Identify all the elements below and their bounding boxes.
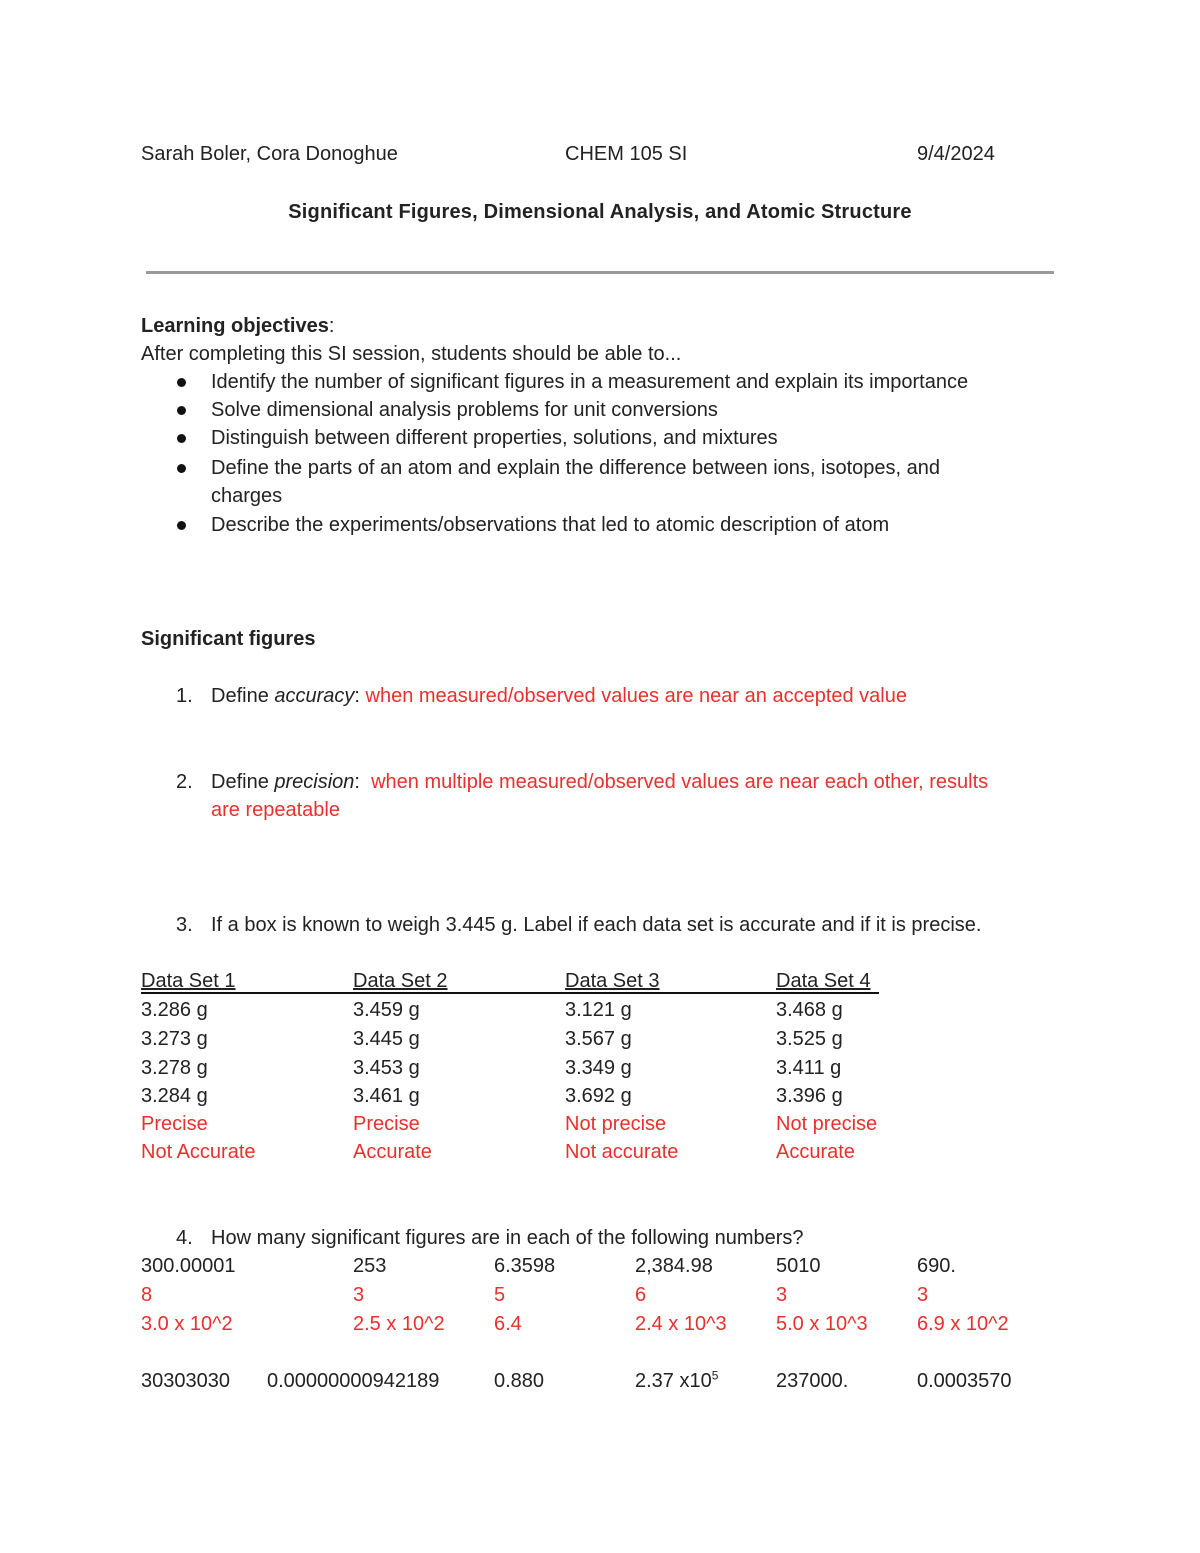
number-item [635,1369,718,1393]
question-term: precision [274,771,355,793]
data-value: 3.284 g [141,1085,208,1107]
objectives-heading: Learning objectives [141,315,329,337]
data-value: 3.459 g [353,999,420,1021]
precision-label: Precise [353,1113,420,1135]
number-item: 0.880 [494,1370,545,1392]
rounded-value: 3.0 x 10^2 [141,1313,233,1335]
question-3: If a box is known to weigh 3.445 g. Label if each data set is accurate and if it is precise. [211,914,982,936]
data-value: 3.278 g [141,1057,208,1079]
objective-item-continued: charges [211,485,283,507]
sigfig-count: 8 [141,1284,153,1306]
data-value: 3.121 g [565,999,632,1021]
question-4: How many significant figures are in each of the following numbers? [211,1227,804,1249]
answer-text: when multiple measured/observed values are near each other, results [371,771,989,793]
bullet-icon [177,406,186,415]
data-value: 3.286 g [141,999,208,1021]
data-value: 3.525 g [776,1028,843,1050]
answer-text-continued: are repeatable [211,799,340,821]
question-prefix: Define [211,685,275,707]
data-set-header: Data Set 4 [776,970,871,992]
question-colon: : [354,685,360,707]
sigfig-count: 3 [776,1284,788,1306]
objective-item: Distinguish between different properties, solutions, and mixtures [211,427,778,449]
data-set-header: Data Set 3 [565,970,660,992]
objective-item: Define the parts of an atom and explain the difference between ions, isotopes, and [211,457,941,479]
number-item-exponent: 5 [711,1368,719,1383]
sigfig-count: 6 [635,1284,647,1306]
table-header-underline [141,992,879,994]
rounded-value: 6.9 x 10^2 [917,1313,1009,1335]
bullet-icon [177,434,186,443]
data-set-header: Data Set 2 [353,970,448,992]
objectives-heading-line [141,314,334,338]
data-value: 3.468 g [776,999,843,1021]
number-item: 0.00000000942189 [267,1370,440,1392]
course-name: CHEM 105 SI [565,143,688,165]
question-number: 3. [176,914,193,936]
question-2 [211,770,988,794]
objective-item: Solve dimensional analysis problems for unit conversions [211,399,718,421]
number-item: 237000. [776,1370,849,1392]
objectives-heading-colon: : [328,315,335,337]
number-item-base: 2.37 x10 [635,1370,712,1392]
rounded-value: 5.0 x 10^3 [776,1313,868,1335]
accuracy-label: Accurate [353,1141,432,1163]
data-value: 3.349 g [565,1057,632,1079]
question-1 [211,684,907,708]
bullet-icon [177,464,186,473]
data-value: 3.445 g [353,1028,420,1050]
number-item: 30303030 [141,1370,230,1392]
question-prefix: Define [211,771,275,793]
number-item: 6.3598 [494,1255,556,1277]
number-item: 253 [353,1255,387,1277]
data-value: 3.453 g [353,1057,420,1079]
objectives-intro: After completing this SI session, students should be able to... [141,343,682,365]
sigfig-count: 3 [917,1284,929,1306]
data-set-header: Data Set 1 [141,970,236,992]
precision-label: Not precise [776,1113,878,1135]
accuracy-label: Not Accurate [141,1141,256,1163]
section-heading: Significant figures [141,628,316,650]
answer-text: when measured/observed values are near an accepted value [365,685,907,707]
data-value: 3.567 g [565,1028,632,1050]
bullet-icon [177,378,186,387]
page-title: Significant Figures, Dimensional Analysis, and Atomic Structure [288,201,912,223]
rounded-value: 2.5 x 10^2 [353,1313,445,1335]
number-item: 2,384.98 [635,1255,713,1277]
session-date: 9/4/2024 [917,143,995,165]
author-names: Sarah Boler, Cora Donoghue [141,143,398,165]
precision-label: Not precise [565,1113,667,1135]
bullet-icon [177,521,186,530]
rounded-value: 2.4 x 10^3 [635,1313,727,1335]
precision-label: Precise [141,1113,208,1135]
question-colon: : [354,771,360,793]
objective-item: Describe the experiments/observations that led to atomic description of atom [211,514,890,536]
number-item: 300.00001 [141,1255,236,1277]
data-value: 3.461 g [353,1085,420,1107]
question-number: 4. [176,1227,193,1249]
number-item: 5010 [776,1255,821,1277]
number-item: 690. [917,1255,956,1277]
accuracy-label: Not accurate [565,1141,679,1163]
data-value: 3.396 g [776,1085,843,1107]
question-number: 1. [176,685,193,707]
rounded-value: 6.4 [494,1313,522,1335]
number-item: 0.0003570 [917,1370,1012,1392]
data-value: 3.692 g [565,1085,632,1107]
sigfig-count: 3 [353,1284,365,1306]
horizontal-divider [146,271,1054,274]
objective-item: Identify the number of significant figures in a measurement and explain its importance [211,371,969,393]
data-value: 3.273 g [141,1028,208,1050]
sigfig-count: 5 [494,1284,506,1306]
question-number: 2. [176,771,193,793]
accuracy-label: Accurate [776,1141,855,1163]
data-value: 3.411 g [776,1057,842,1079]
question-term: accuracy [274,685,355,707]
